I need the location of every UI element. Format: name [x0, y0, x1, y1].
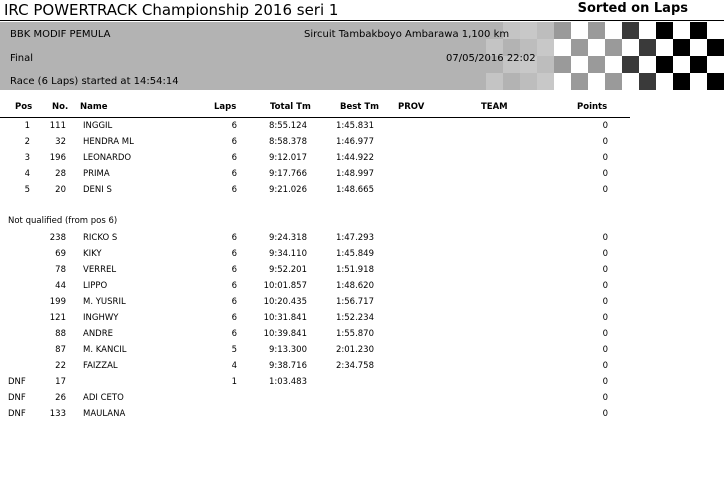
- cell-no: 238: [49, 233, 66, 243]
- cell-points: 0: [602, 281, 608, 291]
- cell-laps: 6: [231, 169, 237, 179]
- header-pos: Pos: [15, 102, 33, 112]
- result-row: [0, 329, 724, 345]
- header-laps: Laps: [214, 102, 237, 112]
- cell-points: 0: [602, 153, 608, 163]
- cell-points: 0: [602, 265, 608, 275]
- cell-laps: 6: [231, 313, 237, 323]
- cell-name: PRIMA: [83, 169, 110, 179]
- result-row: [0, 409, 724, 425]
- cell-no: 28: [55, 169, 66, 179]
- header-no: No.: [52, 102, 69, 112]
- cell-points: 0: [602, 297, 608, 307]
- result-row: [0, 121, 724, 137]
- cell-pos: 1: [24, 121, 30, 131]
- cell-pos: DNF: [8, 409, 26, 419]
- header-points: Points: [577, 102, 608, 112]
- cell-name: ANDRE: [83, 329, 113, 339]
- cell-points: 0: [602, 409, 608, 419]
- cell-name: LIPPO: [83, 281, 108, 291]
- cell-best: 1:46.977: [335, 137, 374, 147]
- cell-no: 26: [55, 393, 66, 403]
- cell-no: 196: [49, 153, 66, 163]
- cell-no: 22: [55, 361, 66, 371]
- result-row: [0, 169, 724, 185]
- cell-total: 10:39.841: [263, 329, 307, 339]
- column-headers: [0, 102, 724, 118]
- cell-best: 1:45.849: [335, 249, 374, 259]
- cell-total: 9:17.766: [268, 169, 307, 179]
- cell-laps: 6: [231, 297, 237, 307]
- cell-pos: 3: [24, 153, 30, 163]
- cell-name: HENDRA ML: [83, 137, 134, 147]
- cell-best: 1:51.918: [335, 265, 374, 275]
- cell-laps: 6: [231, 137, 237, 147]
- cell-best: 1:47.293: [335, 233, 374, 243]
- cell-total: 9:38.716: [268, 361, 307, 371]
- cell-laps: 6: [231, 281, 237, 291]
- cell-pos: 4: [24, 169, 30, 179]
- cell-no: 44: [55, 281, 66, 291]
- cell-total: 9:34.110: [268, 249, 307, 259]
- cell-total: 8:58.378: [268, 137, 307, 147]
- header-underline: [0, 117, 630, 118]
- cell-total: 10:01.857: [263, 281, 307, 291]
- result-row: [0, 377, 724, 393]
- cell-no: 20: [55, 185, 66, 195]
- cell-name: DENI S: [83, 185, 112, 195]
- cell-no: 78: [55, 265, 66, 275]
- cell-best: 1:44.922: [335, 153, 374, 163]
- cell-best: 1:52.234: [335, 313, 374, 323]
- result-row: [0, 361, 724, 377]
- cell-pos: DNF: [8, 377, 26, 387]
- cell-points: 0: [602, 233, 608, 243]
- cell-no: 17: [55, 377, 66, 387]
- result-row: [0, 313, 724, 329]
- cell-best: 2:01.230: [335, 345, 374, 355]
- result-row: [0, 153, 724, 169]
- cell-laps: 6: [231, 185, 237, 195]
- header-total-time: Total Tm: [270, 102, 311, 112]
- header-best-time: Best Tm: [340, 102, 379, 112]
- cell-total: 9:21.026: [268, 185, 307, 195]
- cell-laps: 6: [231, 121, 237, 131]
- race-info: Race (6 Laps) started at 14:54:14: [10, 76, 179, 87]
- cell-name: MAULANA: [83, 409, 126, 419]
- cell-name: VERREL: [83, 265, 117, 275]
- header-divider: [0, 20, 724, 21]
- circuit-name: Sircuit Tambakboyo Ambarawa 1,100 km: [304, 29, 510, 40]
- cell-name: LEONARDO: [83, 153, 132, 163]
- cell-best: 1:48.997: [335, 169, 374, 179]
- cell-laps: 4: [231, 361, 237, 371]
- result-row: [0, 137, 724, 153]
- cell-best: 1:45.831: [335, 121, 374, 131]
- cell-total: 1:03.483: [268, 377, 307, 387]
- cell-name: KIKY: [83, 249, 102, 259]
- cell-no: 121: [49, 313, 66, 323]
- cell-no: 69: [55, 249, 66, 259]
- cell-pos: DNF: [8, 393, 26, 403]
- not-qualified-label: Not qualified (from pos 6): [8, 216, 118, 226]
- cell-points: 0: [602, 345, 608, 355]
- cell-laps: 5: [231, 345, 237, 355]
- cell-points: 0: [602, 249, 608, 259]
- result-row: [0, 249, 724, 265]
- session-name: Final: [10, 53, 34, 64]
- cell-best: 1:55.870: [335, 329, 374, 339]
- header-prov: PROV: [398, 102, 425, 112]
- cell-no: 88: [55, 329, 66, 339]
- cell-name: RICKO S: [83, 233, 118, 243]
- result-row: [0, 393, 724, 409]
- result-row: [0, 297, 724, 313]
- cell-best: 2:34.758: [335, 361, 374, 371]
- cell-points: 0: [602, 137, 608, 147]
- cell-pos: 2: [24, 137, 30, 147]
- cell-no: 111: [49, 121, 66, 131]
- cell-points: 0: [602, 121, 608, 131]
- category-name: BBK MODIF PEMULA: [10, 29, 111, 40]
- cell-best: 1:56.717: [335, 297, 374, 307]
- result-row: [0, 345, 724, 361]
- cell-points: 0: [602, 377, 608, 387]
- cell-points: 0: [602, 393, 608, 403]
- cell-points: 0: [602, 313, 608, 323]
- cell-pos: 5: [24, 185, 30, 195]
- cell-no: 87: [55, 345, 66, 355]
- result-row: [0, 281, 724, 297]
- cell-total: 10:31.841: [263, 313, 307, 323]
- cell-laps: 6: [231, 265, 237, 275]
- cell-laps: 6: [231, 249, 237, 259]
- session-date: 07/05/2016 22:02: [446, 53, 536, 64]
- cell-laps: 1: [231, 377, 237, 387]
- cell-points: 0: [602, 185, 608, 195]
- cell-points: 0: [602, 169, 608, 179]
- cell-name: M. YUSRIL: [83, 297, 126, 307]
- cell-name: FAIZZAL: [83, 361, 118, 371]
- header-name: Name: [80, 102, 108, 112]
- result-row: [0, 185, 724, 201]
- cell-best: 1:48.620: [335, 281, 374, 291]
- page-title: IRC POWERTRACK Championship 2016 seri 1: [4, 1, 339, 19]
- cell-name: M. KANCIL: [83, 345, 127, 355]
- cell-points: 0: [602, 361, 608, 371]
- cell-total: 9:24.318: [268, 233, 307, 243]
- cell-total: 10:20.435: [263, 297, 307, 307]
- event-banner: [0, 22, 724, 90]
- cell-total: 9:52.201: [268, 265, 307, 275]
- header-team: TEAM: [481, 102, 508, 112]
- sort-label: Sorted on Laps: [577, 1, 688, 16]
- cell-total: 8:55.124: [268, 121, 307, 131]
- cell-best: 1:48.665: [335, 185, 374, 195]
- result-row: [0, 233, 724, 249]
- cell-no: 199: [49, 297, 66, 307]
- cell-no: 133: [49, 409, 66, 419]
- cell-points: 0: [602, 329, 608, 339]
- cell-name: INGGIL: [83, 121, 113, 131]
- cell-laps: 6: [231, 233, 237, 243]
- cell-name: INGHWY: [83, 313, 119, 323]
- cell-total: 9:13.300: [268, 345, 307, 355]
- cell-laps: 6: [231, 153, 237, 163]
- cell-total: 9:12.017: [268, 153, 307, 163]
- cell-no: 32: [55, 137, 66, 147]
- cell-name: ADI CETO: [83, 393, 124, 403]
- cell-laps: 6: [231, 329, 237, 339]
- result-row: [0, 265, 724, 281]
